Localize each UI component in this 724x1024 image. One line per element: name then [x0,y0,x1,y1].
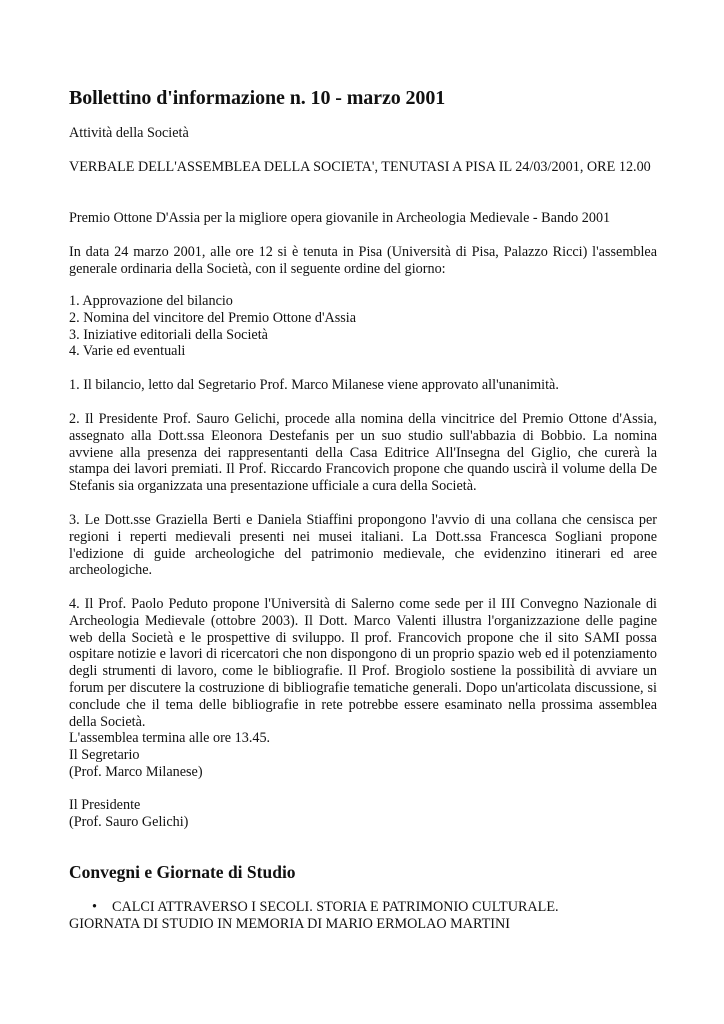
closing-block [69,730,657,780]
closing-time: L'assemblea termina alle ore 13.45. [69,730,271,746]
agenda-item: 1. Approvazione del bilancio [69,293,233,309]
bullet-icon: • [92,899,97,915]
point-3-paragraph: 3. Le Dott.sse Graziella Berti e Daniela Stiaffini propongono l'avvio di una collana che censisca per regioni i reperti medievali presenti nei musei italiani. La Dott.ssa Francesca Sogliani propone l'edizione di guide archeologiche del patrimonio medievale, che evidenzino itinerari ed aree archeologiche. [69,512,657,579]
presidente-role: Il Presidente [69,797,141,813]
convegni-list [69,899,657,933]
agenda-item: 4. Varie ed eventuali [69,343,186,360]
verbale-heading: VERBALE DELL'ASSEMBLEA DELLA SOCIETA', TENUTASI A PISA IL 24/03/2001, ORE 12.00 [69,159,651,175]
presidente-name: (Prof. Sauro Gelichi) [69,813,189,830]
intro-paragraph: In data 24 marzo 2001, alle ore 12 si è tenuta in Pisa (Università di Pisa, Palazzo Ricci) l'assemblea generale ordinaria della Società, con il seguente ordine del giorno: [69,244,657,277]
list-item-line-1: CALCI ATTRAVERSO I SECOLI. STORIA E PATRIMONIO CULTURALE. [112,899,559,915]
list-item [69,899,657,916]
section-label: Attività della Società [69,125,189,141]
point-4-paragraph: 4. Il Prof. Paolo Peduto propone l'Università di Salerno come sede per il III Convegno Nazionale di Archeologia Medievale (ottobre 2003). Il Dott. Marco Valenti illustra l'organizzazione delle pagine web della Società e le prospettive di sviluppo. Il prof. Francovich propone che il sito SAMI possa ospitare notizie e lavori di ricercatori che non dispongono di un proprio spazio web ed il potenziamento degli strumenti di lavoro, come le bibliografie. Il Prof. Brogiolo sostiene la possibilità di avviare un forum per discutere la costruzione di bibliografie tematiche generali. Dopo un'articolata discussione, si conclude che il tema delle bibliografie in rete potrebbe essere esaminato nella prossima assemblea della Società. [69,596,657,730]
segretario-name: (Prof. Marco Milanese) [69,763,203,780]
segretario-role: Il Segretario [69,746,140,763]
agenda-item: 3. Iniziative editoriali della Società [69,326,268,343]
list-item-line-2: GIORNATA DI STUDIO IN MEMORIA DI MARIO ERMOLAO MARTINI [69,915,510,932]
bulletin-title: Bollettino d'informazione n. 10 - marzo 2001 [69,87,446,109]
presidente-block [69,797,657,831]
premio-line: Premio Ottone D'Assia per la migliore opera giovanile in Archeologia Medievale - Bando 2001 [69,210,611,226]
point-2-paragraph: 2. Il Presidente Prof. Sauro Gelichi, procede alla nomina della vincitrice del Premio Ottone d'Assia, assegnato alla Dott.ssa Eleonora Destefanis per un suo studio sull'abbazia di Bobbio. La nomina avviene alla presenza dei rappresentanti della Casa Editrice All'Insegna del Giglio, che curerà la stampa dei lavori premiati. Il Prof. Riccardo Francovich propone che quando uscirà il volume della De Stefanis sia organizzata una presentazione ufficiale a cura della Società. [69,411,657,495]
convegni-heading: Convegni e Giornate di Studio [69,862,296,882]
agenda-list [69,293,657,360]
agenda-item: 2. Nomina del vincitore del Premio Ottone d'Assia [69,309,357,326]
point-1-paragraph: 1. Il bilancio, letto dal Segretario Prof. Marco Milanese viene approvato all'unanimità. [69,377,559,393]
